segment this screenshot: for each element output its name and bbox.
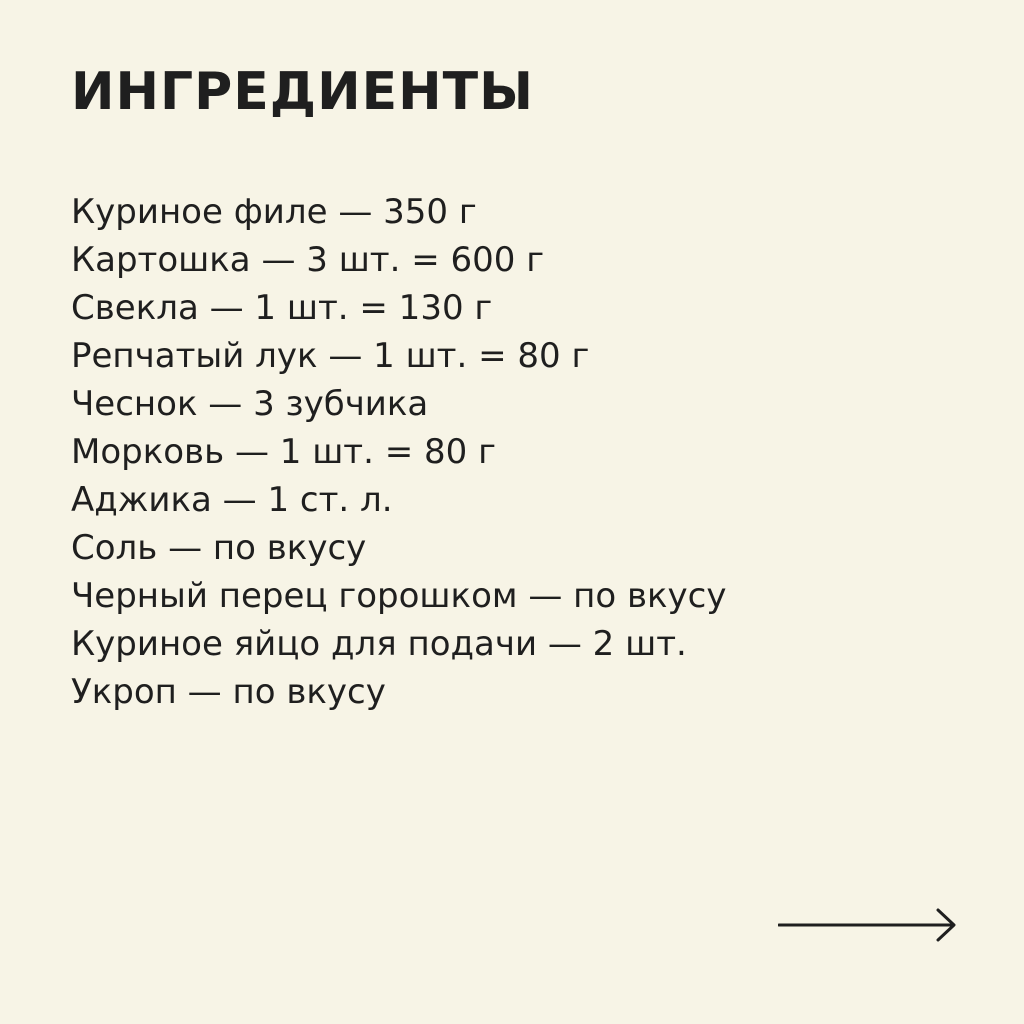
ingredient-item: Морковь — 1 шт. = 80 г: [71, 432, 496, 472]
ingredient-item: Укроп — по вкусу: [71, 672, 386, 712]
ingredients-list: [71, 188, 727, 716]
ingredient-item: Картошка — 3 шт. = 600 г: [71, 240, 545, 280]
ingredient-item: Свекла — 1 шт. = 130 г: [71, 288, 493, 328]
next-arrow-button[interactable]: [778, 906, 958, 944]
ingredient-item: Чеснок — 3 зубчика: [71, 384, 429, 424]
ingredient-item: Куриное филе — 350 г: [71, 192, 477, 232]
page-title: ИНГРЕДИЕНТЫ: [71, 62, 535, 122]
ingredient-item: Куриное яйцо для подачи — 2 шт.: [71, 624, 687, 664]
ingredient-item: Соль — по вкусу: [71, 528, 367, 568]
arrow-right-icon: [778, 906, 958, 944]
ingredient-item: Черный перец горошком — по вкусу: [71, 576, 727, 616]
ingredient-item: Репчатый лук — 1 шт. = 80 г: [71, 336, 590, 376]
ingredient-item: Аджика — 1 ст. л.: [71, 480, 393, 520]
